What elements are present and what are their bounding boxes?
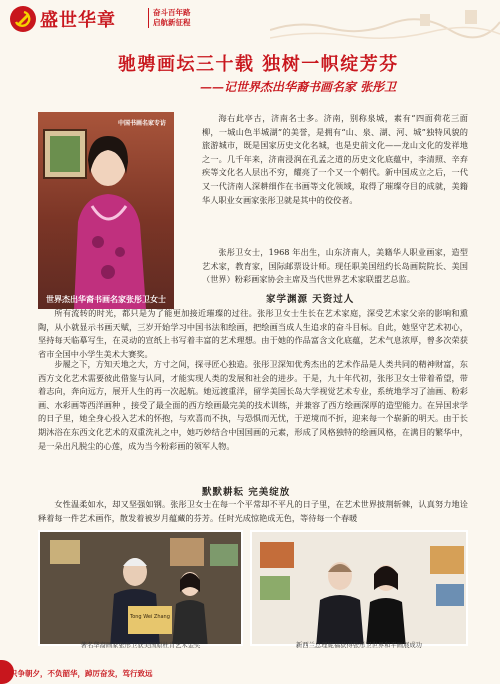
header-subtitle-line1: 奋斗百年路 [153,8,191,17]
exhibition-photo [250,530,468,646]
portrait-caption: 世界杰出华裔书画名家张彤卫女士 [46,295,166,304]
exhibition-photo-caption: 新西兰总理妮福获得张彤卫世界和平画展成功 [296,642,422,649]
section-heading-diligence: 默默耕耘 完美绽放 [202,487,291,498]
award-photo-caption: 著名华裔画家张彤卫获美国原杜肯艺术金奖 [80,642,201,649]
portrait-photo [38,112,174,309]
paragraph-closing: 女性温柔如水，却又坚强如钢。张彤卫女士在每一个平常却不平凡的日子里，在艺术世界披荆斩棘，认真努力地诠释着每一件艺术画作，散发着被岁月蕴藏的芬芳。任时光成惊艳成无色，等待每一个春暖 [38,499,468,523]
paragraph-bio: 张彤卫女士，1968 年出生，山东济南人，美籍华人职业画家，造型艺术家，教育家，国际邮票设计师。现任职美国纽约长岛画院院长、美国（世界）粉彩画家协会主席及当代世界艺术家联盟艺总监。 [202,247,468,285]
header-subtitle [148,8,191,28]
paragraph-intro: 海右此亭古，济南名士多。济南，别称泉城，素有“四面荷花三面柳，一城山色半城湖”的美誉，是拥有“山、泉、湖、河、城”独特风貌的旅游城市，既是国家历史文化名城，也是史前文化——龙山文化的发祥地之一。几千年来，济南浸润在孔孟之道的历史文化底蕴中，李清照、辛弃疾等文化名人层出不穷，耀亮了一个又一个朝代。新中国成立之后，一代又一代济南人深耕细作在书画等文化领域，取得了璀璨夺目的成就，美籍华人职业女画家张彤卫就是其中的佼佼者。 [202,113,468,205]
portrait-tag: 中国书画名家专访 [118,120,167,127]
award-photo [38,530,243,646]
header-subtitle-line2: 启航新征程 [153,18,191,27]
certificate-sign: Tong Wei Zhang [130,614,170,620]
portrait-illustration [38,112,174,309]
footer-slogan: 只争朝夕，不负韶华，踔厉奋发，笃行致远 [10,669,153,678]
section-heading-heritage: 家学渊源 天资过人 [266,294,355,305]
paragraph-study-abroad: 步履之下，方知天地之大，方寸之间，探寻匠心独造。张彤卫深知优秀杰出的艺术作品是人类共同的精神财富，东西方文化艺术需要彼此借鉴与认同，才能实现人类的发展和社会的进步。于是，九十年代初，张彤卫女士带着希望，带着志向，奔向远方，展开人生的再一次起航。她远渡重洋，留学美国长岛大学视觉艺术专业，系统地学习了油画、粉彩画、水彩画等西洋画种 ，接受了最全面的西方绘画最完美的技术训练，并兼容了西方绘画深厚的造型能力。在异国求学的日子里，她全身心投入艺术的怀抱，与欢喜而不执，与恐惧而无忧，于逆境而不折，迎来每一个崭新的明天。由于长期沐浴在东西文化艺术的双重洗礼之中，她巧妙结合中国国画的元素，形成了风格独特的绘画风格，在满目的繁华中，是一朵出凡脱尘的心莲，成为当今粉彩画的领军人物。 [38,359,468,451]
party-emblem-icon [10,6,36,32]
article-title: 驰骋画坛三十载 独树一帜绽芳芬 [118,54,399,75]
page-header [0,0,500,44]
magazine-title: 盛世华章 [40,10,116,31]
paragraph-heritage: 所有流转的时光，都只是为了能更加接近璀璨的过往。张彤卫女士生长在艺术家庭，深受艺术家父亲的影响和熏陶，从小就显示书画天赋，三岁开始学习中国书法和绘画，把绘画当成人生追求的奋斗目标。自此，她坚守艺术初心，坚持每天临摹写生，在灵动的宣纸上书写着丰富的艺术理想。由于她的作品富含文化底蕴，艺术气息浓厚，曾多次荣获省市全国中小学生美术大赛奖。 [38,308,468,359]
article-subtitle: ——记世界杰出华裔书画名家 张彤卫 [200,80,397,94]
great-wall-decoration [270,0,500,44]
